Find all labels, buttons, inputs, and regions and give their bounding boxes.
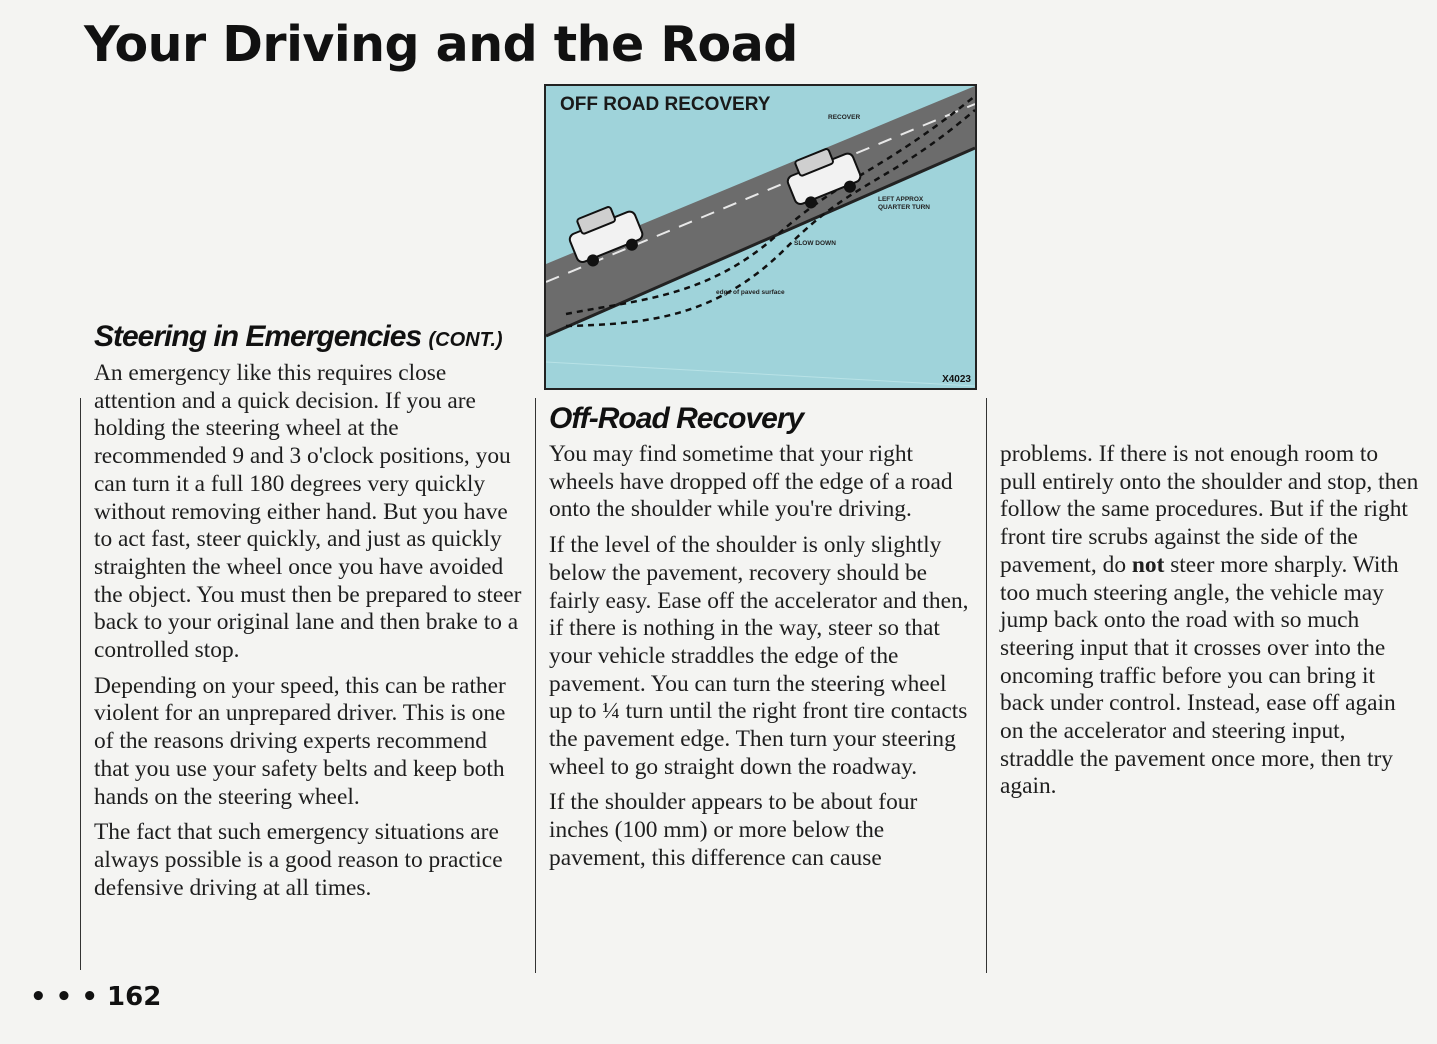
column-rule-right bbox=[986, 398, 987, 973]
page-number: • • • 162 bbox=[30, 982, 162, 1012]
figure-code: X4023 bbox=[942, 374, 971, 385]
heading-suffix: (CONT.) bbox=[428, 329, 503, 351]
paragraph: Depending on your speed, this can be rather violent for an unprepared driver. This is one of the reasons driving experts recommend that you use your safety belts and keep both hands on the steering wheel. bbox=[94, 672, 506, 810]
column-rule-left bbox=[80, 398, 81, 970]
section-heading-steering bbox=[94, 320, 503, 354]
label-slow-down: SLOW DOWN bbox=[794, 240, 836, 247]
off-road-recovery-figure bbox=[544, 84, 977, 390]
column-steering bbox=[94, 360, 524, 910]
paragraph: You may find sometime that your right wheels have dropped off the edge of a road onto the shoulder while you're driving. bbox=[549, 441, 953, 523]
section-heading-off-road: Off-Road Recovery bbox=[549, 402, 804, 435]
column-off-road bbox=[549, 441, 969, 881]
label-edge: edge of paved surface bbox=[716, 289, 785, 296]
paragraph: The fact that such emergency situations are always possible is a good reason to practice defensive driving at all times. bbox=[94, 819, 503, 901]
emphasis-not: not bbox=[1131, 551, 1165, 578]
column-continued bbox=[1000, 441, 1420, 809]
paragraph: If the level of the shoulder is only slightly below the pavement, recovery should be fairly easy. Ease off the accelerator and then, if there is nothing in the way, steer so that your vehicle straddles the edge of the pavement. You can turn the steering wheel up to ¼ turn until the right front tire contacts the pavement edge. Then turn your steering wheel to go straight down the roadway. bbox=[549, 532, 969, 780]
road-illustration bbox=[546, 86, 975, 388]
column-rule-middle bbox=[535, 398, 536, 973]
paragraph: If the shoulder appears to be about four inches (100 mm) or more below the pavement, this difference can cause bbox=[549, 789, 918, 871]
paragraph: problems. If there is not enough room to pull entirely onto the shoulder and stop, then follow the same procedures. But if the right front tire scrubs against the side of the pavement, do not steer more sharply. With too much steering angle, the vehicle may jump back onto the road with so much steering input that it crosses over into the oncoming traffic before you can bring it back under control. Instead, ease off again on the accelerator and steering input, straddle the pavement once more, then try again. bbox=[1000, 441, 1419, 800]
paragraph: An emergency like this requires close attention and a quick decision. If you are holding the steering wheel at the recommended 9 and 3 o'clock positions, you can turn it a full 180 degrees very quickly without removing either hand. But you have to act fast, steer quickly, and just as quickly straighten the wheel once you have avoided the object. You must then be prepared to steer back to your original lane and then brake to a controlled stop. bbox=[94, 360, 522, 664]
heading-text: Steering in Emergencies bbox=[94, 320, 422, 353]
page-title: Your Driving and the Road bbox=[84, 16, 798, 73]
label-recover: RECOVER bbox=[828, 114, 861, 121]
figure-title: OFF ROAD RECOVERY bbox=[560, 94, 771, 115]
label-left-turn: LEFT APPROX QUARTER TURN bbox=[878, 196, 930, 211]
